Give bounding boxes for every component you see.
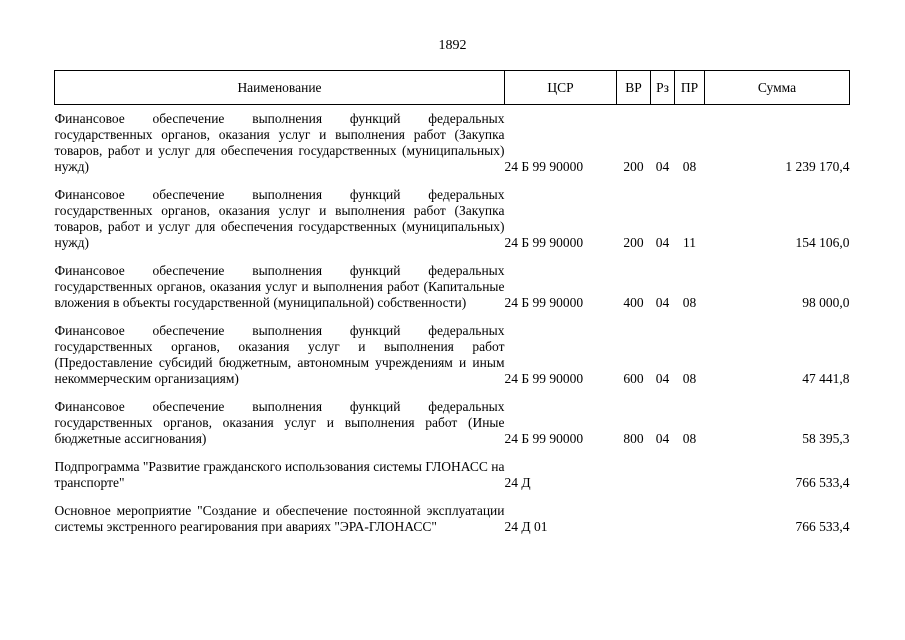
row-vr xyxy=(617,498,651,542)
header-vr: ВР xyxy=(617,71,651,105)
row-sum: 154 106,0 xyxy=(795,235,850,250)
table-row xyxy=(55,258,850,318)
table-header-row xyxy=(55,71,850,105)
row-vr xyxy=(617,454,651,498)
row-pr: 08 xyxy=(682,295,697,310)
header-rz: Рз xyxy=(651,71,675,105)
row-name: Финансовое обеспечение выполнения функций федеральных государственных органов, оказания услуг и выполнения работ (Закупка товаров, работ и услуг для обеспечения государственных (муниципальных) нужд) xyxy=(54,111,505,174)
row-name: Финансовое обеспечение выполнения функций федеральных государственных органов, оказания услуг и выполнения работ (Предоставление субсидий бюджетным, автономным учреждениям и иным некоммерческим организациям) xyxy=(54,323,505,386)
row-csr: 24 Б 99 90000 xyxy=(504,159,584,174)
row-pr xyxy=(675,498,705,542)
row-pr: 08 xyxy=(682,431,697,446)
row-vr: 600 xyxy=(623,371,644,386)
row-rz xyxy=(651,454,675,498)
row-name: Подпрограмма "Развитие гражданского использования системы ГЛОНАСС на транспорте" xyxy=(54,459,505,490)
row-sum: 1 239 170,4 xyxy=(785,159,850,174)
header-sum: Сумма xyxy=(705,71,850,105)
budget-table xyxy=(54,70,850,542)
row-vr: 200 xyxy=(623,235,644,250)
row-vr: 400 xyxy=(623,295,644,310)
row-pr: 11 xyxy=(683,235,696,250)
row-sum: 766 533,4 xyxy=(795,519,850,534)
page-number: 1892 xyxy=(438,38,467,53)
row-csr: 24 Б 99 90000 xyxy=(504,235,584,250)
row-sum: 47 441,8 xyxy=(802,371,850,386)
row-rz: 04 xyxy=(655,371,670,386)
row-vr: 800 xyxy=(623,431,644,446)
row-csr: 24 Д xyxy=(504,475,531,490)
row-name: Финансовое обеспечение выполнения функций федеральных государственных органов, оказания услуг и выполнения работ (Капитальные вложения в объекты государственной (муниципальной) собственности) xyxy=(54,263,505,310)
row-pr: 08 xyxy=(682,371,697,386)
table-row xyxy=(55,105,850,183)
row-csr: 24 Б 99 90000 xyxy=(504,295,584,310)
row-rz: 04 xyxy=(655,235,670,250)
row-name: Финансовое обеспечение выполнения функций федеральных государственных органов, оказания услуг и выполнения работ (Иные бюджетные ассигнования) xyxy=(54,399,505,446)
row-sum: 58 395,3 xyxy=(802,431,850,446)
row-sum: 766 533,4 xyxy=(795,475,850,490)
row-vr: 200 xyxy=(623,159,644,174)
row-csr: 24 Б 99 90000 xyxy=(504,431,584,446)
table-row xyxy=(55,498,850,542)
row-rz: 04 xyxy=(655,295,670,310)
row-rz: 04 xyxy=(655,159,670,174)
row-rz xyxy=(651,498,675,542)
header-pr: ПР xyxy=(675,71,705,105)
table-row xyxy=(55,182,850,258)
row-csr: 24 Д 01 xyxy=(504,519,548,534)
row-pr xyxy=(675,454,705,498)
row-name: Финансовое обеспечение выполнения функций федеральных государственных органов, оказания услуг и выполнения работ (Закупка товаров, работ и услуг для обеспечения государственных (муниципальных) нужд) xyxy=(54,187,505,250)
row-pr: 08 xyxy=(682,159,697,174)
row-rz: 04 xyxy=(655,431,670,446)
header-csr: ЦСР xyxy=(505,71,617,105)
row-sum: 98 000,0 xyxy=(802,295,850,310)
row-name: Основное мероприятие "Создание и обеспечение постоянной эксплуатации системы экстренного реагирования при авариях "ЭРА-ГЛОНАСС" xyxy=(54,503,505,534)
table-row xyxy=(55,394,850,454)
row-csr: 24 Б 99 90000 xyxy=(504,371,584,386)
header-name: Наименование xyxy=(55,71,505,105)
table-row xyxy=(55,318,850,394)
table-row xyxy=(55,454,850,498)
